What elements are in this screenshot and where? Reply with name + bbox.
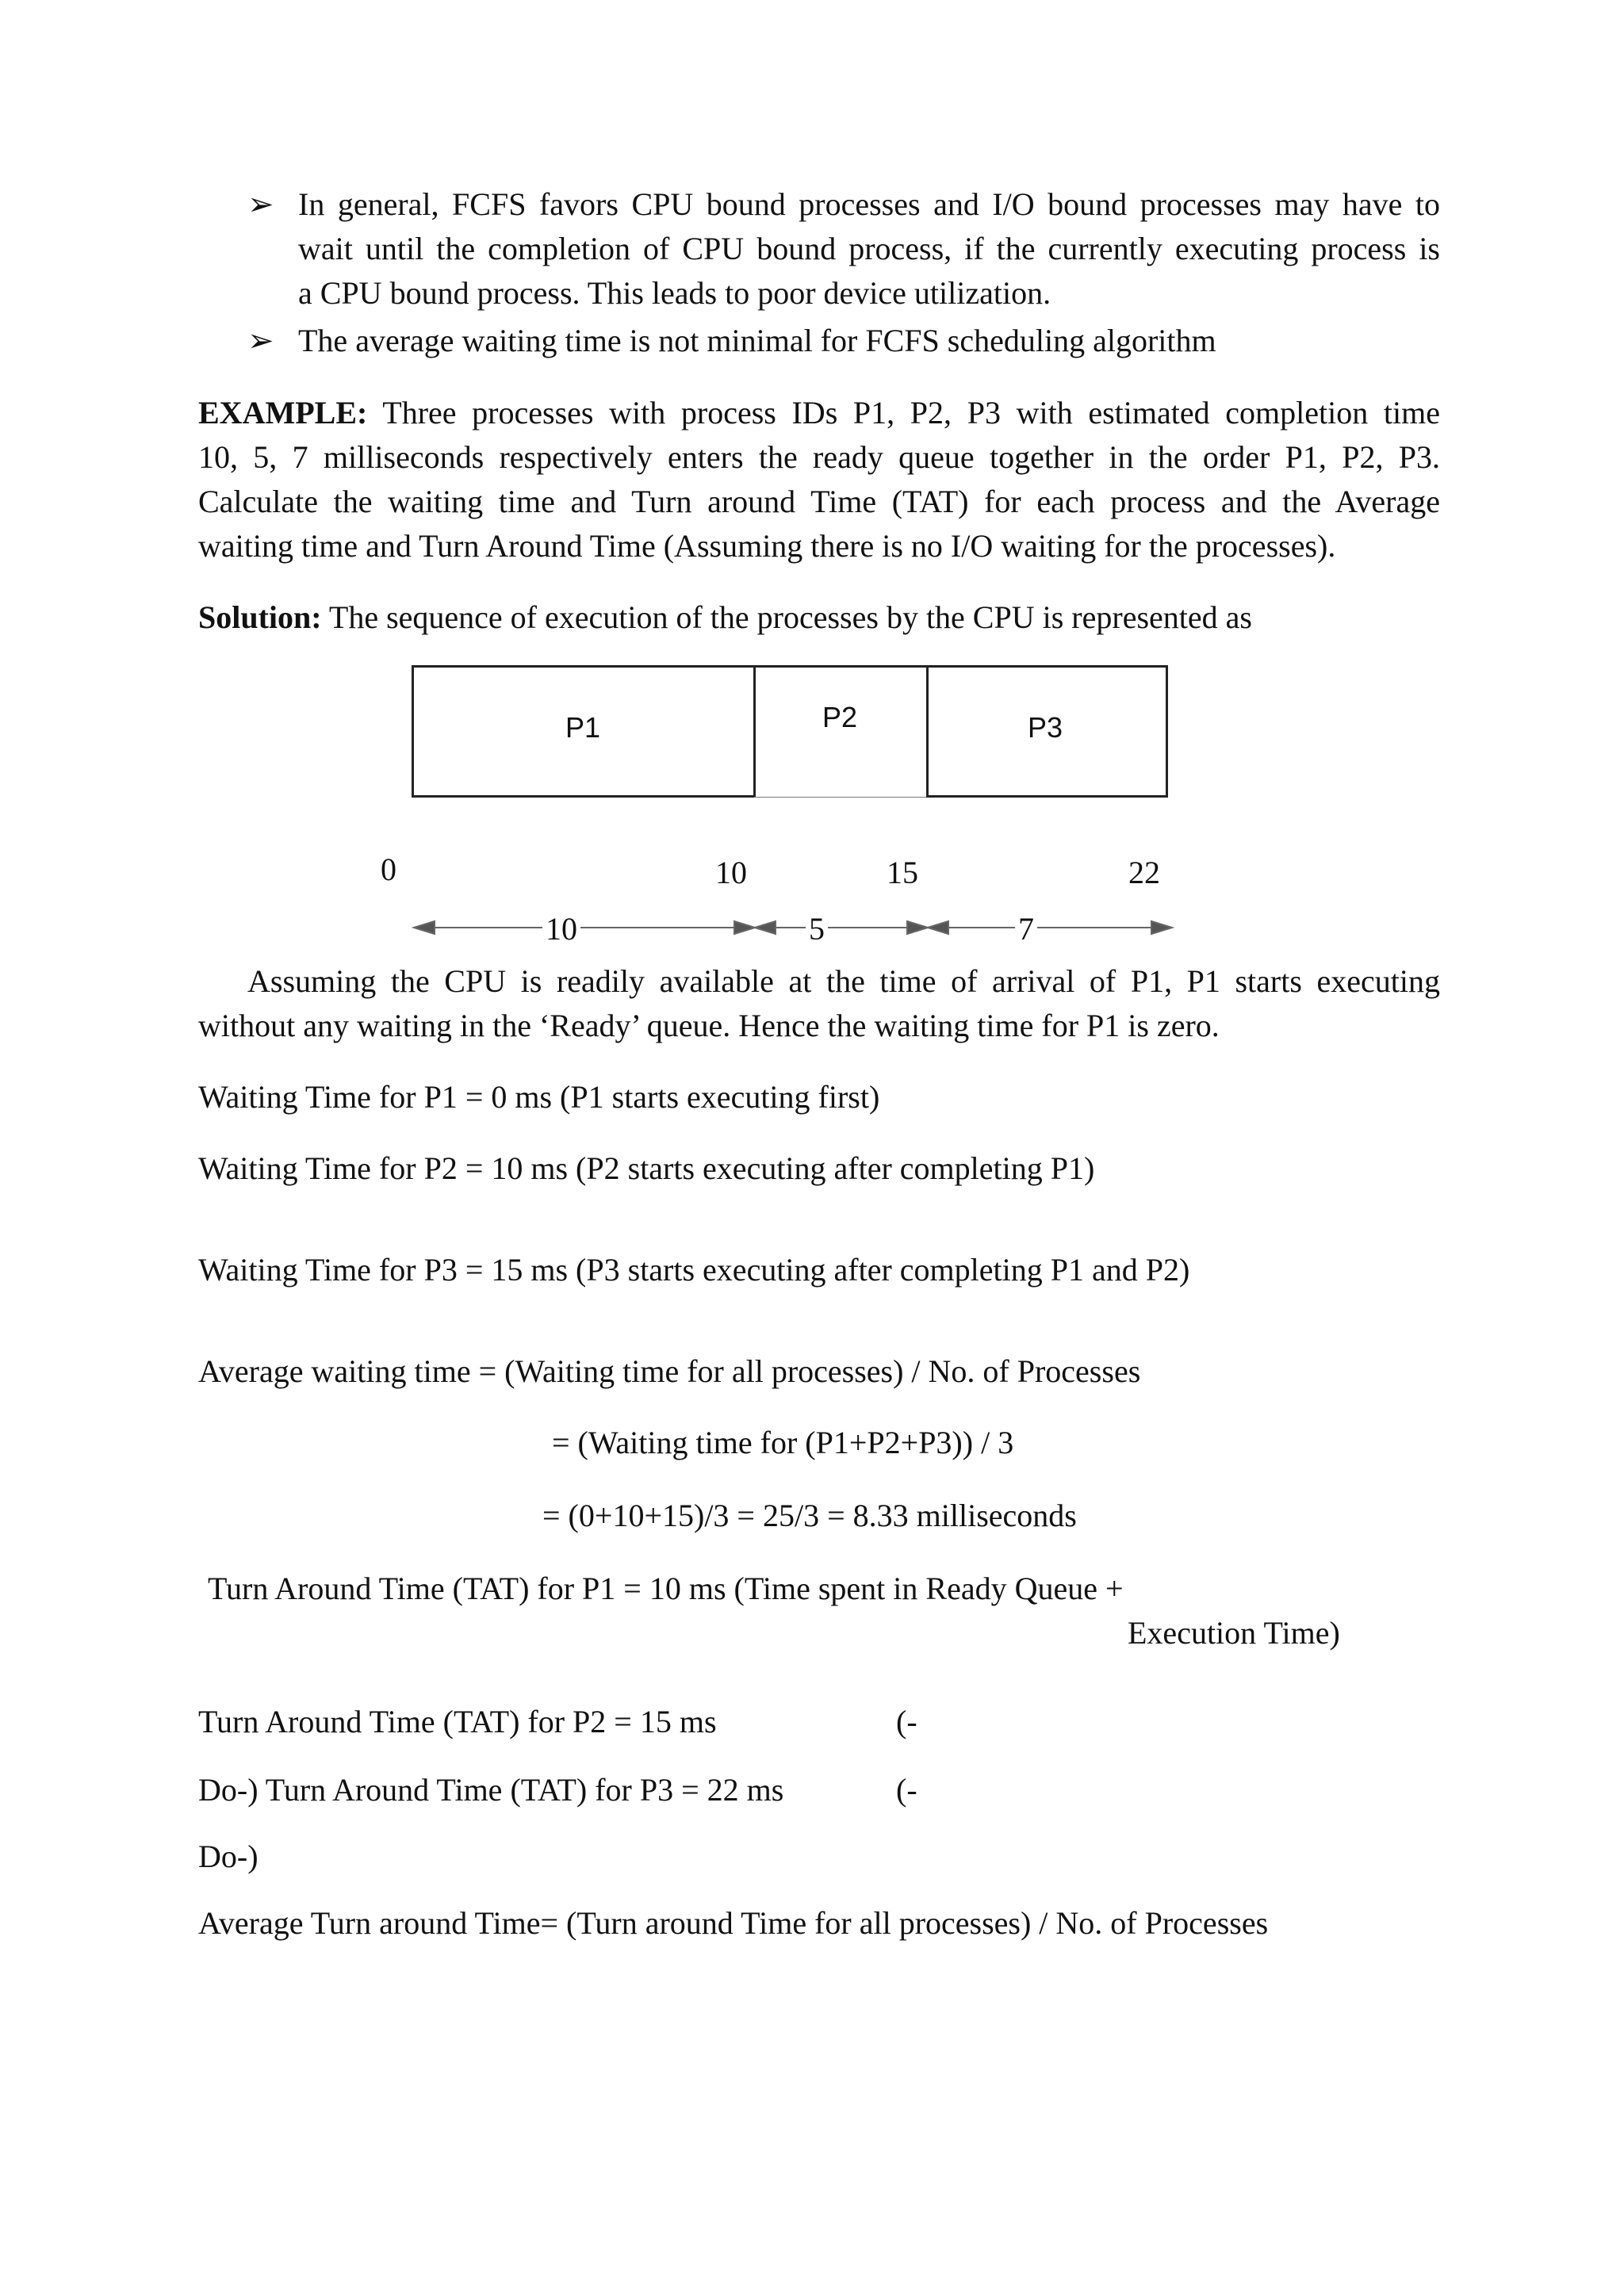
arrow-right-icon	[734, 921, 755, 934]
arrow-bullet-icon: ➢	[247, 187, 274, 222]
gantt-tick-0: 0	[381, 851, 396, 887]
arrow-bullet-icon: ➢	[247, 323, 274, 358]
waiting-time-p1: Waiting Time for P1 = 0 ms (P1 starts executing first)	[198, 1079, 880, 1115]
gantt-tick-10: 10	[715, 855, 747, 890]
average-waiting-line-1: Average waiting time = (Waiting time for all processes) / No. of Processes	[198, 1353, 1141, 1389]
tat-p3-ditto: (-	[896, 1772, 917, 1808]
tat-p1-line-2: Execution Time)	[1128, 1615, 1340, 1651]
tat-p2-line: Turn Around Time (TAT) for P2 = 15 ms	[198, 1704, 717, 1739]
bullet-2-line-1: The average waiting time is not minimal for FCFS scheduling algorithm	[298, 323, 1216, 358]
duration-label-p2: 5	[806, 912, 828, 947]
tat-p1-line-1: Turn Around Time (TAT) for P1 = 10 ms (Time spent in Ready Queue +	[208, 1571, 1124, 1606]
example-line-2: 10, 5, 7 milliseconds respectively enters the ready queue together in the order P1, P2, P3.	[198, 439, 1440, 475]
tat-do-end: Do-)	[198, 1839, 259, 1874]
duration-label-p1: 10	[542, 912, 580, 947]
gantt-tick-22: 22	[1128, 855, 1160, 890]
tat-p3-line: Do-) Turn Around Time (TAT) for P3 = 22 ms	[198, 1772, 784, 1808]
average-waiting-line-3: = (0+10+15)/3 = 25/3 = 8.33 milliseconds	[542, 1498, 1077, 1533]
average-waiting-line-2: = (Waiting time for (P1+P2+P3)) / 3	[552, 1425, 1014, 1460]
average-tat-line: Average Turn around Time= (Turn around Time for all processes) / No. of Processes	[198, 1905, 1269, 1941]
assuming-line-1: Assuming the CPU is readily available at the time of arrival of P1, P1 starts executing	[247, 963, 1440, 999]
gantt-label-p1: P1	[565, 711, 601, 744]
gantt-label-p2: P2	[822, 701, 858, 733]
gantt-tick-15: 15	[887, 855, 918, 890]
assuming-line-2: without any waiting in the ‘Ready’ queue. Hence the waiting time for P1 is zero.	[198, 1008, 1220, 1043]
arrow-left-icon	[928, 921, 948, 934]
solution-label: Solution:	[198, 599, 322, 635]
waiting-time-p2: Waiting Time for P2 = 10 ms (P2 starts executing after completing P1)	[198, 1150, 1095, 1186]
bullet-1-line-2: wait until the completion of CPU bound process, if the currently executing process is	[298, 231, 1440, 266]
gantt-label-p3: P3	[1028, 711, 1063, 744]
waiting-time-p3: Waiting Time for P3 = 15 ms (P3 starts executing after completing P1 and P2)	[198, 1252, 1190, 1288]
example-line-1: EXAMPLE: Three processes with process IDs P1, P2, P3 with estimated completion time	[198, 395, 1441, 430]
solution-line: Solution: The sequence of execution of the processes by the CPU is represented as	[198, 599, 1252, 635]
tat-p2-ditto: (-	[896, 1704, 917, 1739]
bullet-1-line-1: In general, FCFS favors CPU bound processes and I/O bound processes may have to	[298, 186, 1440, 222]
example-label: EXAMPLE:	[198, 395, 368, 430]
example-line-4: waiting time and Turn Around Time (Assuming there is no I/O waiting for the processes).	[198, 528, 1336, 564]
arrow-right-icon	[907, 921, 928, 934]
example-line-3: Calculate the waiting time and Turn around Time (TAT) for each process and the Average	[198, 484, 1440, 519]
duration-label-p3: 7	[1015, 912, 1037, 947]
arrow-right-icon	[1151, 921, 1172, 934]
arrow-left-icon	[414, 921, 435, 934]
arrow-left-icon	[755, 921, 776, 934]
bullet-1-line-3: a CPU bound process. This leads to poor device utilization.	[298, 275, 1051, 311]
